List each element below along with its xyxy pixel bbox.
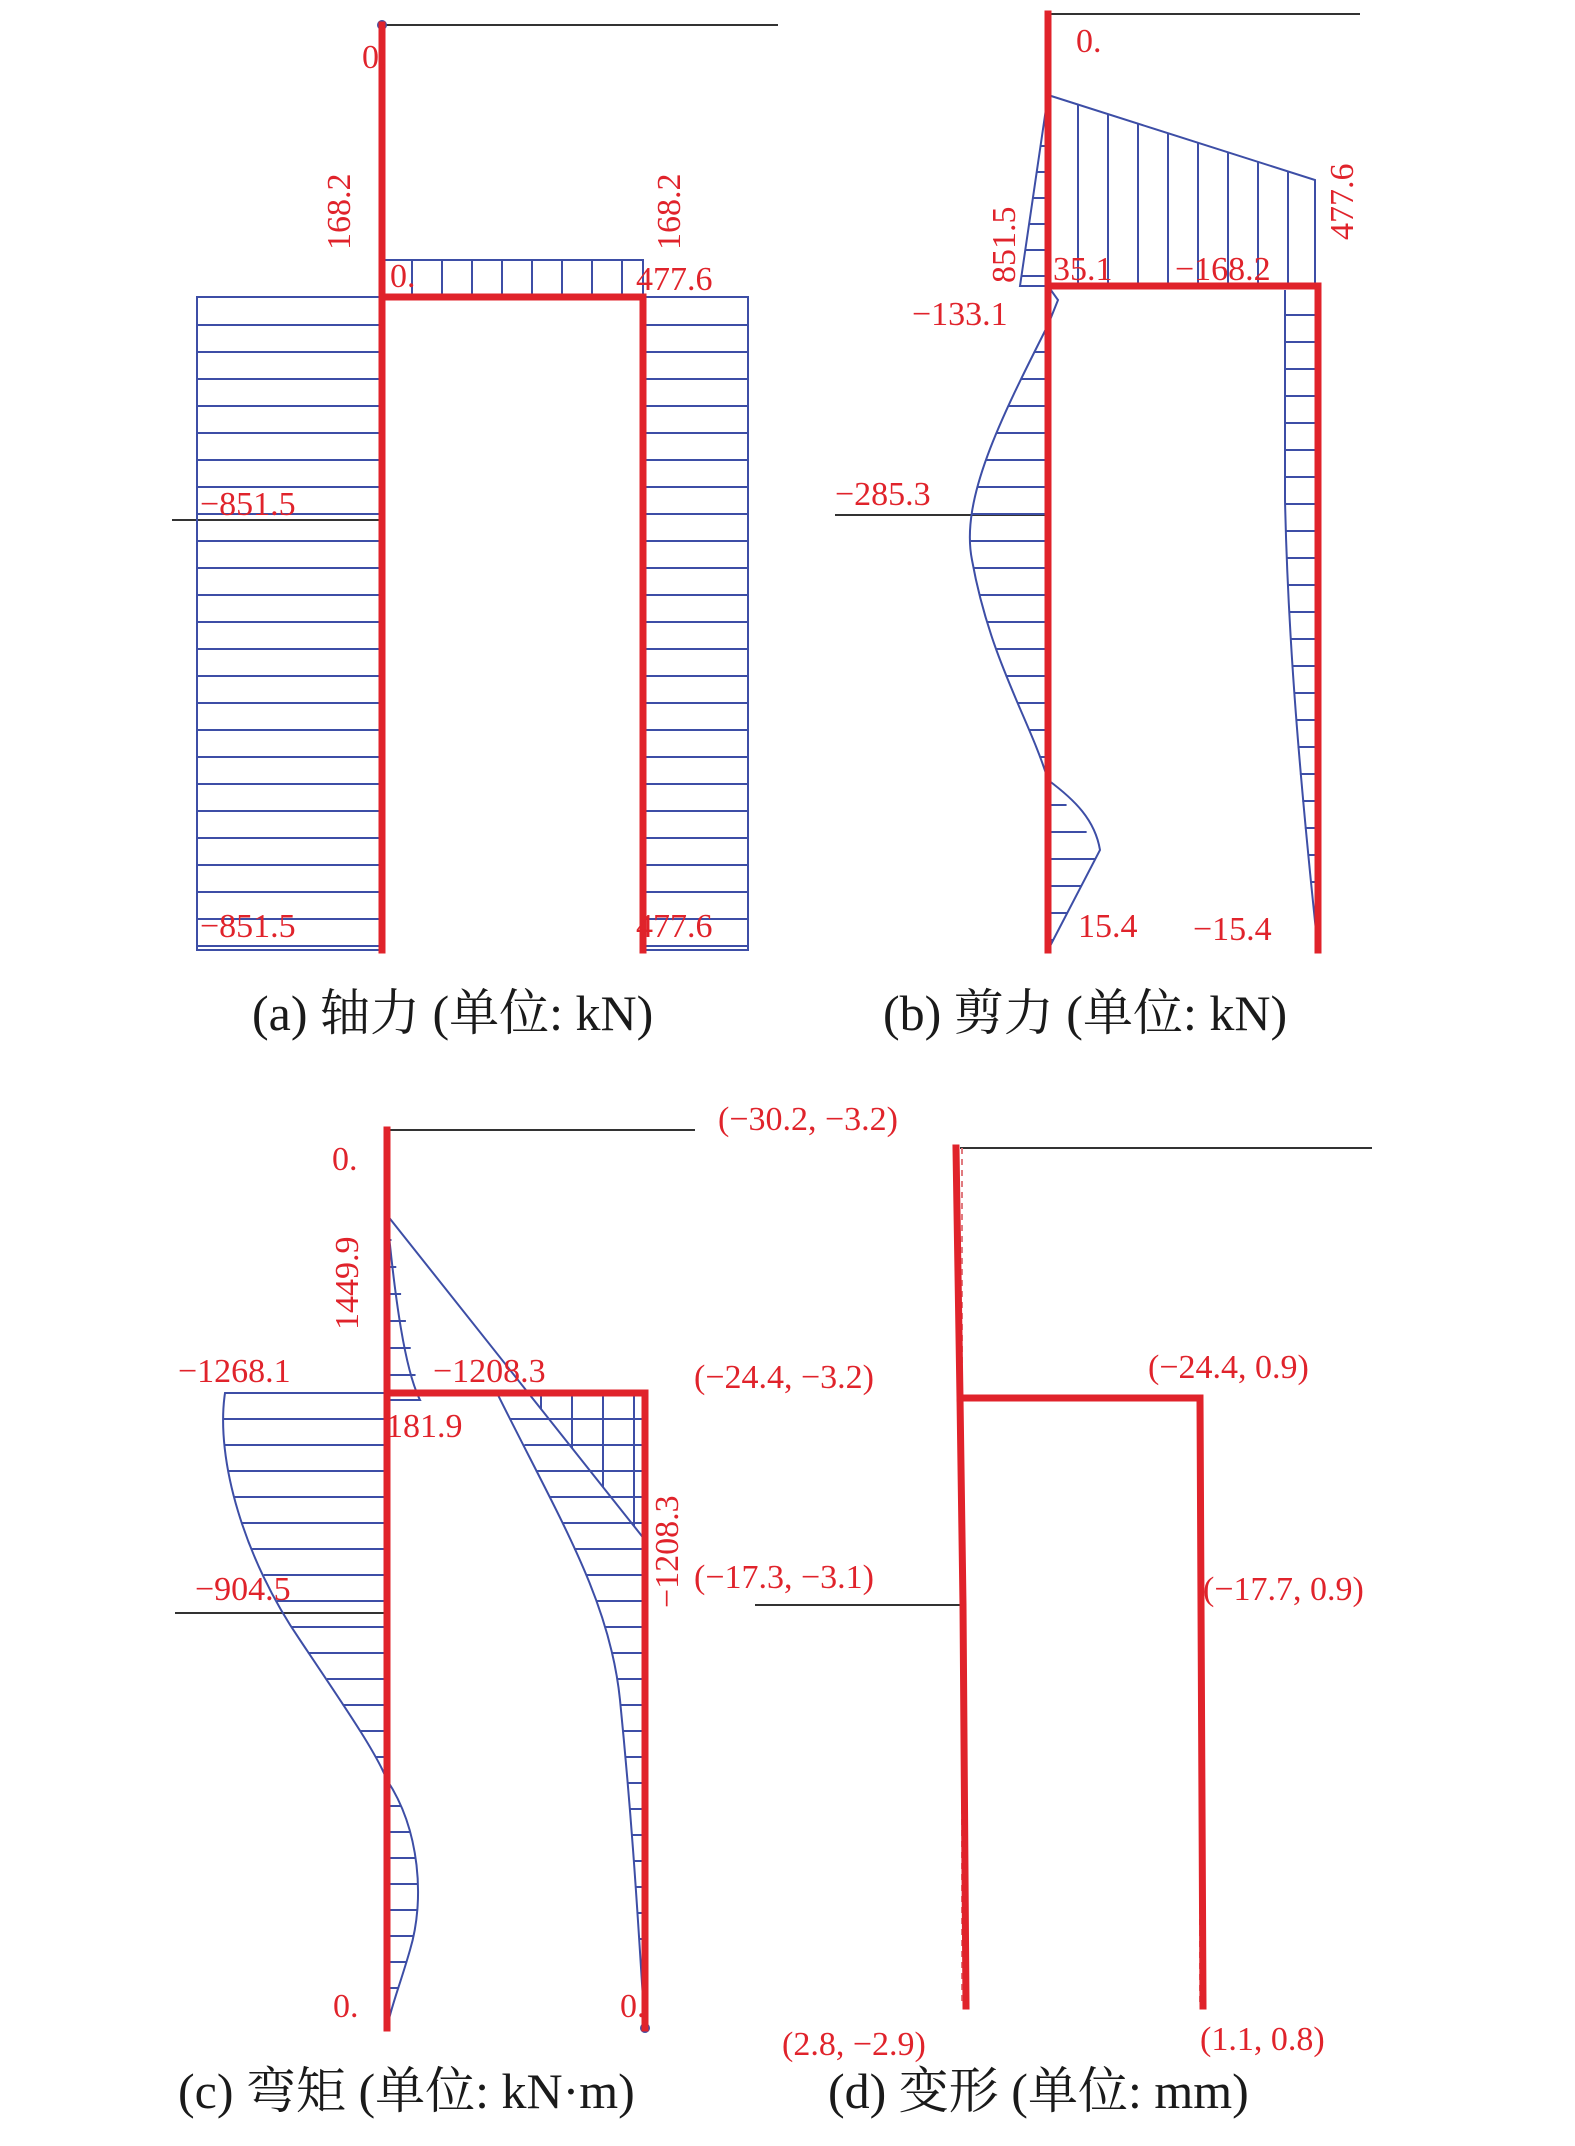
panel-a-left-column-diagram — [197, 297, 382, 950]
panel-b-label: −168.2 — [1175, 251, 1271, 288]
panel-c-right-column-hatching — [509, 1419, 645, 2017]
panel-b-label: 35.1 — [1053, 251, 1113, 288]
panel-b-label: −133.1 — [912, 296, 1008, 333]
panel-d-label: (−24.4, 0.9) — [1148, 1349, 1309, 1386]
panel-a-caption: (a) 轴力 (单位: kN) — [252, 985, 654, 1041]
panel-d-label: (1.1, 0.8) — [1200, 2021, 1325, 2058]
panel-c-right-column-curve — [497, 1393, 645, 2028]
panel-a-label: 168.2 — [321, 173, 358, 250]
panel-a-axial-force — [172, 20, 778, 1041]
panel-c-label: 0. — [620, 1988, 646, 2025]
panel-b-caption: (b) 剪力 (单位: kN) — [883, 985, 1288, 1041]
panel-b-shear-force — [835, 14, 1361, 1041]
panel-c-label: 0. — [332, 1141, 358, 1178]
panel-a-label: −851.5 — [200, 486, 296, 523]
panel-c-upper-column-diagram — [387, 1215, 420, 1400]
panel-d-deformation — [694, 1101, 1372, 2119]
panel-c-left-bottom-hatching — [387, 1806, 418, 2014]
panel-a-beam-diagram — [382, 260, 643, 297]
panel-c-caption: (c) 弯矩 (单位: kN·m) — [178, 2063, 635, 2119]
panel-a-label: 0. — [390, 258, 416, 295]
panel-a-label: 477.6 — [636, 261, 713, 298]
panel-b-label: 0. — [1076, 23, 1102, 60]
panel-b-left-column-hatching — [970, 352, 1048, 757]
panel-c-label: 0. — [333, 1988, 359, 2025]
panel-a-label: 477.6 — [636, 908, 713, 945]
panel-a-label: 0. — [362, 39, 388, 76]
panel-b-label: 477.6 — [1324, 163, 1361, 240]
panel-d-label: (−17.7, 0.9) — [1203, 1571, 1364, 1608]
panel-c-label: −1268.1 — [178, 1353, 291, 1390]
panel-b-label: 851.5 — [986, 206, 1023, 283]
panel-a-label: 168.2 — [651, 173, 688, 250]
panel-a-right-column-diagram — [643, 297, 748, 950]
panel-b-upper-column-diagram — [1020, 95, 1048, 286]
panel-c-label: 181.9 — [386, 1408, 463, 1445]
panel-b-left-column-curve — [970, 325, 1048, 780]
panel-c-label: −1208.3 — [433, 1353, 546, 1390]
panel-c-bending-moment — [175, 1130, 695, 2119]
panel-d-label: (−30.2, −3.2) — [718, 1101, 898, 1138]
panel-a-frame — [382, 25, 643, 950]
panel-b-label: −285.3 — [835, 476, 931, 513]
panel-b-label: −15.4 — [1193, 911, 1272, 948]
panel-c-label: 1449.9 — [329, 1236, 366, 1330]
panel-d-undeformed-frame — [962, 1148, 1200, 2006]
panel-c-left-bottom-curve — [387, 1780, 418, 2028]
panel-b-label: 15.4 — [1078, 908, 1138, 945]
panel-d-deformed-frame — [956, 1148, 1203, 2006]
panel-d-label: (−17.3, −3.1) — [694, 1559, 874, 1596]
panel-b-frame — [1048, 14, 1318, 950]
panel-a-label: −851.5 — [200, 908, 296, 945]
panel-c-label: −1208.3 — [649, 1495, 686, 1608]
panel-d-label: (−24.4, −3.2) — [694, 1359, 874, 1396]
panel-d-label: (2.8, −2.9) — [782, 2026, 926, 2063]
panel-b-right-column-curve — [1285, 290, 1318, 950]
panel-c-label: −904.5 — [195, 1571, 291, 1608]
panel-d-caption: (d) 变形 (单位: mm) — [828, 2063, 1249, 2119]
